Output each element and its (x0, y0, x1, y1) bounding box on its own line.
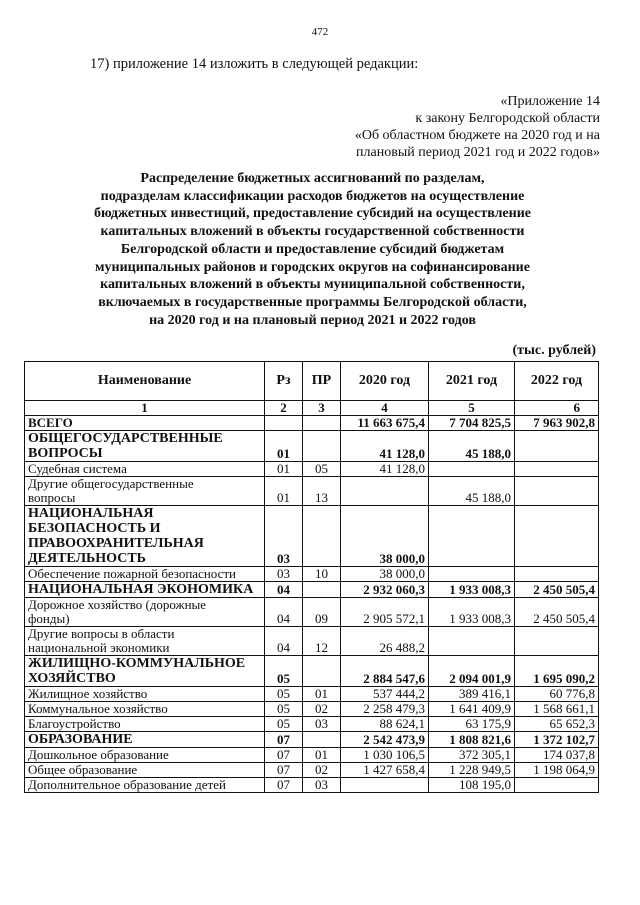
row-rz: 03 (265, 506, 303, 567)
header-2020: 2020 год (341, 362, 429, 401)
row-2021 (429, 506, 515, 567)
table-header-row (25, 362, 599, 401)
row-name-line: Дополнительное образование детей (28, 777, 226, 792)
table-row (25, 506, 599, 567)
row-name-line: ВОПРОСЫ (28, 446, 103, 461)
row-2020: 41 128,0 (341, 462, 429, 477)
row-2022: 1 198 064,9 (515, 763, 599, 778)
row-rz: 05 (265, 656, 303, 687)
row-name-line: БЕЗОПАСНОСТЬ И (28, 521, 161, 536)
row-name-line: Дорожное хозяйство (дорожные (28, 597, 207, 612)
row-2022 (515, 567, 599, 582)
row-name (25, 416, 265, 431)
row-name (25, 748, 265, 763)
row-2022: 1 568 661,1 (515, 702, 599, 717)
row-2021: 372 305,1 (429, 748, 515, 763)
row-2020: 2 542 473,9 (341, 732, 429, 748)
row-2021: 1 933 008,3 (429, 598, 515, 627)
row-name-line: Другие вопросы в области (28, 626, 175, 641)
header-pr: ПР (303, 362, 341, 401)
row-2021: 1 933 008,3 (429, 582, 515, 598)
row-name-line: Обеспечение пожарной безопасности (28, 566, 237, 581)
row-name-line: ПРАВООХРАНИТЕЛЬНАЯ (28, 536, 204, 551)
row-2020: 2 258 479,3 (341, 702, 429, 717)
row-name-line: Коммунальное хозяйство (28, 701, 168, 716)
row-rz: 07 (265, 748, 303, 763)
row-name (25, 656, 265, 687)
row-2021 (429, 462, 515, 477)
title-line: включаемых в государственные программы Белгородской области, (98, 294, 527, 310)
row-2021: 389 416,1 (429, 687, 515, 702)
row-rz: 03 (265, 567, 303, 582)
row-name-line: ДЕЯТЕЛЬНОСТЬ (28, 551, 146, 566)
row-2021: 2 094 001,9 (429, 656, 515, 687)
row-pr: 01 (303, 748, 341, 763)
row-2020: 2 905 572,1 (341, 598, 429, 627)
column-number: 3 (303, 401, 341, 416)
row-rz: 04 (265, 627, 303, 656)
row-name-line: фонды) (28, 611, 70, 626)
row-2022: 174 037,8 (515, 748, 599, 763)
row-pr: 12 (303, 627, 341, 656)
title-line: бюджетных инвестиций, предоставление субсидий на осуществление (93, 206, 531, 222)
row-pr: 05 (303, 462, 341, 477)
row-rz: 07 (265, 763, 303, 778)
row-2022 (515, 477, 599, 506)
row-name-line: вопросы (28, 490, 76, 505)
row-2020: 26 488,2 (341, 627, 429, 656)
row-2020: 2 884 547,6 (341, 656, 429, 687)
appendix-line: «Приложение 14 (500, 94, 600, 109)
table-row (25, 687, 599, 702)
row-pr: 02 (303, 763, 341, 778)
row-pr: 13 (303, 477, 341, 506)
appendix-line: плановый период 2021 год и 2022 годов» (356, 145, 600, 160)
column-number: 6 (515, 401, 599, 416)
row-rz: 01 (265, 477, 303, 506)
column-number: 2 (265, 401, 303, 416)
header-2021: 2021 год (429, 362, 515, 401)
row-name-line: ХОЗЯЙСТВО (28, 671, 116, 686)
table-row (25, 778, 599, 793)
row-pr: 01 (303, 687, 341, 702)
row-pr: 02 (303, 702, 341, 717)
title-line: капитальных вложений в объекты муниципальной собственности, (100, 277, 525, 293)
row-pr: 03 (303, 778, 341, 793)
table-row (25, 717, 599, 732)
row-2021: 7 704 825,5 (429, 416, 515, 431)
row-name (25, 717, 265, 732)
row-pr: 03 (303, 717, 341, 732)
row-2022: 1 695 090,2 (515, 656, 599, 687)
row-name (25, 582, 265, 598)
units-label: (тыс. рублей) (512, 343, 596, 358)
header-name: Наименование (25, 362, 265, 401)
header-rz: Рз (265, 362, 303, 401)
table-row (25, 477, 599, 506)
row-pr: 09 (303, 598, 341, 627)
row-name (25, 778, 265, 793)
row-name (25, 431, 265, 462)
row-name (25, 462, 265, 477)
row-name (25, 627, 265, 656)
row-pr (303, 431, 341, 462)
row-rz: 07 (265, 732, 303, 748)
row-2021: 45 188,0 (429, 431, 515, 462)
row-name-line: ЖИЛИЩНО-КОММУНАЛЬНОЕ (28, 656, 246, 671)
row-name (25, 477, 265, 506)
column-number-row (25, 401, 599, 416)
row-rz: 01 (265, 462, 303, 477)
row-2021 (429, 567, 515, 582)
table-row (25, 627, 599, 656)
title-line: на 2020 год и на плановый период 2021 и 2022 годов (149, 312, 476, 328)
row-name-line: Благоустройство (28, 716, 121, 731)
row-2022: 2 450 505,4 (515, 582, 599, 598)
row-2020: 537 444,2 (341, 687, 429, 702)
row-2022: 60 776,8 (515, 687, 599, 702)
table-row (25, 567, 599, 582)
row-2021 (429, 627, 515, 656)
row-name (25, 598, 265, 627)
table-row (25, 702, 599, 717)
row-name-line: НАЦИОНАЛЬНАЯ (28, 506, 154, 521)
row-2020 (341, 778, 429, 793)
column-number: 5 (429, 401, 515, 416)
title-line: подразделам классификации расходов бюджетов на осуществление (100, 188, 525, 204)
table-body (25, 401, 599, 793)
row-rz: 05 (265, 687, 303, 702)
row-2022 (515, 627, 599, 656)
row-rz: 04 (265, 598, 303, 627)
row-2020: 11 663 675,4 (341, 416, 429, 431)
row-2022 (515, 431, 599, 462)
row-2022: 7 963 902,8 (515, 416, 599, 431)
title-line: муниципальных районов и городских округов на софинансирование (95, 259, 530, 275)
row-rz (265, 416, 303, 431)
row-name-line: ОБЩЕГОСУДАРСТВЕННЫЕ (28, 431, 223, 446)
row-pr (303, 506, 341, 567)
row-name-line: ВСЕГО (28, 415, 73, 430)
row-rz: 05 (265, 717, 303, 732)
row-2020: 38 000,0 (341, 567, 429, 582)
row-pr (303, 732, 341, 748)
row-name (25, 506, 265, 567)
table-row (25, 431, 599, 462)
row-2021: 1 228 949,5 (429, 763, 515, 778)
row-2021: 108 195,0 (429, 778, 515, 793)
appendix-line: к закону Белгородской области (415, 111, 600, 126)
row-name-line: национальной экономики (28, 640, 170, 655)
row-2021: 1 641 409,9 (429, 702, 515, 717)
column-number: 1 (25, 401, 265, 416)
row-2021: 45 188,0 (429, 477, 515, 506)
appendix-header (300, 93, 600, 161)
table-row (25, 748, 599, 763)
row-pr: 10 (303, 567, 341, 582)
title-line: капитальных вложений в объекты государственной собственности (100, 224, 525, 240)
row-name (25, 687, 265, 702)
column-number: 4 (341, 401, 429, 416)
row-2021: 63 175,9 (429, 717, 515, 732)
table-row (25, 732, 599, 748)
row-rz: 04 (265, 582, 303, 598)
table-row (25, 462, 599, 477)
row-2020 (341, 477, 429, 506)
row-2021: 1 808 821,6 (429, 732, 515, 748)
row-rz: 01 (265, 431, 303, 462)
row-name (25, 702, 265, 717)
row-2020: 2 932 060,3 (341, 582, 429, 598)
title-line: Белгородской области и предоставление субсидий бюджетам (120, 241, 505, 257)
row-rz: 05 (265, 702, 303, 717)
row-name-line: НАЦИОНАЛЬНАЯ ЭКОНОМИКА (28, 582, 254, 597)
row-name (25, 732, 265, 748)
row-name-line: Дошкольное образование (28, 747, 169, 762)
document-title (40, 170, 585, 329)
row-name-line: Другие общегосударственные (28, 476, 194, 491)
appendix-line: «Об областном бюджете на 2020 год и на (354, 128, 600, 143)
row-2022 (515, 778, 599, 793)
row-pr (303, 582, 341, 598)
table-row (25, 598, 599, 627)
title-line: Распределение бюджетных ассигнований по разделам, (140, 171, 485, 186)
row-2020: 38 000,0 (341, 506, 429, 567)
row-name-line: ОБРАЗОВАНИЕ (28, 732, 133, 747)
row-2022 (515, 506, 599, 567)
intro-text: 17) приложение 14 изложить в следующей редакции: (90, 56, 419, 72)
row-2020: 1 030 106,5 (341, 748, 429, 763)
page-number: 472 (311, 26, 329, 38)
table-row (25, 582, 599, 598)
table-row (25, 416, 599, 431)
row-2020: 41 128,0 (341, 431, 429, 462)
row-pr (303, 656, 341, 687)
row-pr (303, 416, 341, 431)
table-row (25, 656, 599, 687)
budget-table (24, 361, 599, 793)
row-2022: 2 450 505,4 (515, 598, 599, 627)
header-2022: 2022 год (515, 362, 599, 401)
row-2020: 1 427 658,4 (341, 763, 429, 778)
row-name (25, 763, 265, 778)
row-2022: 1 372 102,7 (515, 732, 599, 748)
row-name-line: Жилищное хозяйство (28, 686, 148, 701)
table-row (25, 763, 599, 778)
row-name (25, 567, 265, 582)
row-2022 (515, 462, 599, 477)
row-name-line: Общее образование (28, 762, 138, 777)
row-name-line: Судебная система (28, 461, 127, 476)
row-rz: 07 (265, 778, 303, 793)
row-2020: 88 624,1 (341, 717, 429, 732)
row-2022: 65 652,3 (515, 717, 599, 732)
